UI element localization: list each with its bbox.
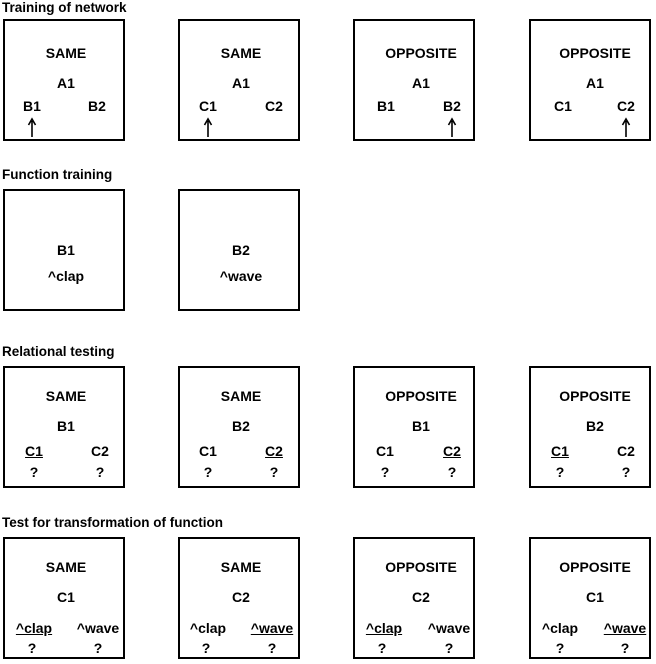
left-question-mark: ? bbox=[203, 464, 213, 480]
right-comparison: C2 bbox=[443, 443, 461, 459]
right-question-mark: ? bbox=[447, 464, 457, 480]
left-comparison: C1 bbox=[551, 443, 569, 459]
sample-stimulus: A1 bbox=[586, 75, 604, 91]
sample-stimulus: C2 bbox=[232, 589, 250, 605]
transformation-panel-3 bbox=[353, 537, 475, 659]
right-question-mark: ? bbox=[621, 464, 631, 480]
right-question-mark: ? bbox=[444, 640, 454, 656]
relational-panel-4 bbox=[529, 366, 651, 488]
left-question-mark: ? bbox=[29, 464, 39, 480]
relation-label: SAME bbox=[45, 388, 87, 404]
stimulus-label: B1 bbox=[57, 242, 75, 258]
sample-stimulus: B2 bbox=[232, 418, 250, 434]
sample-stimulus: B2 bbox=[586, 418, 604, 434]
relation-label: OPPOSITE bbox=[385, 559, 457, 575]
left-comparison: ^clap bbox=[541, 620, 579, 636]
right-question-mark: ? bbox=[95, 464, 105, 480]
right-comparison: B2 bbox=[443, 98, 461, 114]
function-panel-2 bbox=[178, 189, 300, 311]
left-comparison: C1 bbox=[25, 443, 43, 459]
function-panel-1 bbox=[3, 189, 125, 311]
left-question-mark: ? bbox=[380, 464, 390, 480]
relational-panel-1 bbox=[3, 366, 125, 488]
right-comparison: ^wave bbox=[250, 620, 294, 636]
transformation-panel-2 bbox=[178, 537, 300, 659]
right-comparison: ^wave bbox=[76, 620, 120, 636]
section-title-relational-testing: Relational testing bbox=[2, 344, 115, 359]
left-comparison: B1 bbox=[23, 98, 41, 114]
sample-stimulus: B1 bbox=[57, 418, 75, 434]
up-arrow-icon bbox=[621, 117, 631, 137]
function-label: ^wave bbox=[219, 268, 263, 284]
sample-stimulus: C2 bbox=[412, 589, 430, 605]
relation-label: SAME bbox=[220, 388, 262, 404]
sample-stimulus: A1 bbox=[57, 75, 75, 91]
sample-stimulus: C1 bbox=[57, 589, 75, 605]
training-panel-2 bbox=[178, 19, 300, 141]
right-question-mark: ? bbox=[267, 640, 277, 656]
sample-stimulus: A1 bbox=[412, 75, 430, 91]
right-comparison: ^wave bbox=[427, 620, 471, 636]
section-title-function-training: Function training bbox=[2, 167, 113, 182]
left-question-mark: ? bbox=[377, 640, 387, 656]
training-panel-4 bbox=[529, 19, 651, 141]
relational-panel-3 bbox=[353, 366, 475, 488]
relational-panel-2 bbox=[178, 366, 300, 488]
left-comparison: ^clap bbox=[15, 620, 53, 636]
sample-stimulus: B1 bbox=[412, 418, 430, 434]
relation-label: SAME bbox=[45, 45, 87, 61]
right-comparison: C2 bbox=[617, 98, 635, 114]
left-comparison: B1 bbox=[377, 98, 395, 114]
right-question-mark: ? bbox=[269, 464, 279, 480]
stimulus-label: B2 bbox=[232, 242, 250, 258]
sample-stimulus: A1 bbox=[232, 75, 250, 91]
section-title-training: Training of network bbox=[2, 0, 127, 15]
section-title-transformation-test: Test for transformation of function bbox=[2, 515, 223, 530]
left-comparison: C1 bbox=[199, 443, 217, 459]
transformation-panel-4 bbox=[529, 537, 651, 659]
function-label: ^clap bbox=[47, 268, 85, 284]
training-panel-1 bbox=[3, 19, 125, 141]
right-comparison: C2 bbox=[265, 443, 283, 459]
left-comparison: ^clap bbox=[365, 620, 403, 636]
right-question-mark: ? bbox=[620, 640, 630, 656]
left-question-mark: ? bbox=[555, 640, 565, 656]
up-arrow-icon bbox=[447, 117, 457, 137]
right-comparison: B2 bbox=[88, 98, 106, 114]
right-comparison: C2 bbox=[617, 443, 635, 459]
left-comparison: C1 bbox=[376, 443, 394, 459]
relation-label: SAME bbox=[45, 559, 87, 575]
relation-label: SAME bbox=[220, 559, 262, 575]
relation-label: OPPOSITE bbox=[559, 559, 631, 575]
left-question-mark: ? bbox=[27, 640, 37, 656]
right-comparison: C2 bbox=[91, 443, 109, 459]
right-question-mark: ? bbox=[93, 640, 103, 656]
transformation-panel-1 bbox=[3, 537, 125, 659]
sample-stimulus: C1 bbox=[586, 589, 604, 605]
left-comparison: C1 bbox=[199, 98, 217, 114]
relation-label: OPPOSITE bbox=[385, 45, 457, 61]
relation-label: SAME bbox=[220, 45, 262, 61]
left-comparison: ^clap bbox=[189, 620, 227, 636]
left-question-mark: ? bbox=[201, 640, 211, 656]
relation-label: OPPOSITE bbox=[385, 388, 457, 404]
left-comparison: C1 bbox=[554, 98, 572, 114]
relation-label: OPPOSITE bbox=[559, 45, 631, 61]
up-arrow-icon bbox=[27, 117, 37, 137]
right-comparison: C2 bbox=[265, 98, 283, 114]
training-panel-3 bbox=[353, 19, 475, 141]
up-arrow-icon bbox=[203, 117, 213, 137]
left-question-mark: ? bbox=[555, 464, 565, 480]
relation-label: OPPOSITE bbox=[559, 388, 631, 404]
right-comparison: ^wave bbox=[603, 620, 647, 636]
